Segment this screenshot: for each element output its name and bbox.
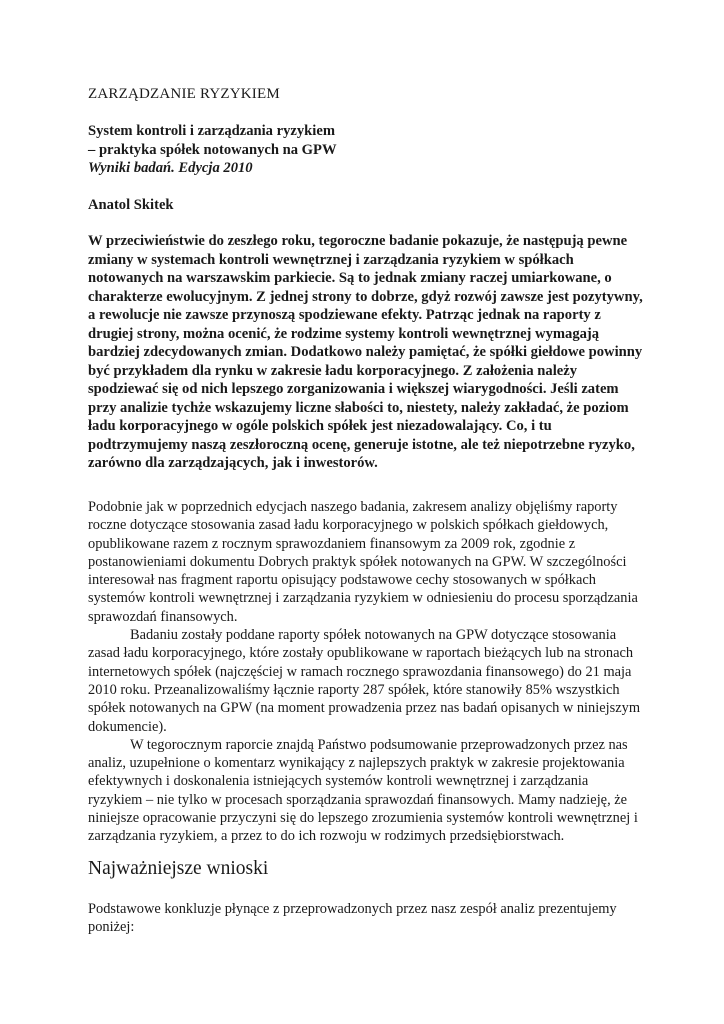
section-heading: Najważniejsze wnioski (88, 858, 269, 879)
author-name: Anatol Skitek (88, 197, 174, 213)
title-line-1: System kontroli i zarządzania ryzykiem (88, 123, 335, 139)
article-title (88, 122, 337, 178)
title-line-2: – praktyka spółek notowanych na GPW (88, 141, 337, 158)
section-intro: Podstawowe konkluzje płynące z przeprowadzonych przez nasz zespół analiz prezentujemy poniżej: (88, 901, 617, 936)
lead-paragraph: W przeciwieństwie do zeszłego roku, tegoroczne badanie pokazuje, że następują pewne zmiany w systemach kontroli wewnętrznej i zarządzania ryzykiem w spółkach notowanych na warszawskim parkiecie. Są to jednak zmiany raczej umiarkowane, o charakterze ewolucyjnym. Z jednej strony to dobrze, gdyż rozwój zawsze jest pozytywny, a rewolucje nie zawsze przynoszą spodziewane efekty. Patrząc jednak na raporty z drugiej strony, można ocenić, że rodzime systemy kontroli wewnętrznej wymagają bardziej zdecydowanych zmian. Dodatkowo należy pamiętać, że spółki giełdowe powinny być przykładem dla rynku w zakresie ładu korporacyjnego. Z założenia należy spodziewać się od nich lepszego zorganizowania i większej wiarygodności. Jeśli zatem przy analizie tychże wskazujemy liczne słabości to, niestety, należy zakładać, że poziom ładu korporacyjnego w ogóle polskich spółek jest niezadowalający. Co, i tu podtrzymujemy naszą zeszłoroczną ocenę, generuje istotne, ale też niepotrzebne ryzyko, zarówno dla zarządzających, jak i inwestorów. (88, 233, 643, 471)
body-paragraph-1: Podobnie jak w poprzednich edycjach naszego badania, zakresem analizy objęliśmy raporty roczne dotyczące stosowania zasad ładu korporacyjnego w polskich spółkach giełdowych, opublikowane razem z rocznym sprawozdaniem finansowym za 2009 rok, zgodnie z postanowieniami dokumentu Dobrych praktyk spółek notowanych na GPW. W szczególności interesował nas fragment raportu opisujący podstawowe cechy stosowanych w spółkach systemów kontroli wewnętrznej i zarządzania ryzykiem w odniesieniu do procesu sporządzania sprawozdań finansowych. (88, 499, 638, 625)
body-paragraph-2: Badaniu zostały poddane raporty spółek notowanych na GPW dotyczące stosowania zasad ładu korporacyjnego, które zostały opublikowane w raportach bieżących lub na stronach internetowych spółek (najczęściej w ramach rocznego sprawozdania finansowego) do 21 maja 2010 roku. Przeanalizowaliśmy łącznie raporty 287 spółek, które stanowiły 85% wszystkich spółek notowanych na GPW (na moment prowadzenia przez nas badań opisanych w niniejszym dokumencie). (88, 627, 641, 735)
body-paragraph-3: W tegorocznym raporcie znajdą Państwo podsumowanie przeprowadzonych przez nas analiz, uzupełnione o komentarz wynikający z najlepszych praktyk w zakresie projektowania efektywnych i doskonalenia istniejących systemów kontroli wewnętrznej i zarządzania ryzykiem – nie tylko w procesach sporządzania sprawozdań finansowych. Mamy nadzieję, że niniejsze opracowanie przyczyni się do lepszego zrozumienia systemów kontroli wewnętrznej i zarządzania ryzykiem, a przez to do ich rozwoju w rodzimych przedsiębiorstwach. (88, 736, 638, 845)
section-label: ZARZĄDZANIE RYZYKIEM (88, 86, 280, 102)
article-subtitle: Wyniki badań. Edycja 2010 (88, 160, 253, 176)
body-text (88, 498, 644, 846)
